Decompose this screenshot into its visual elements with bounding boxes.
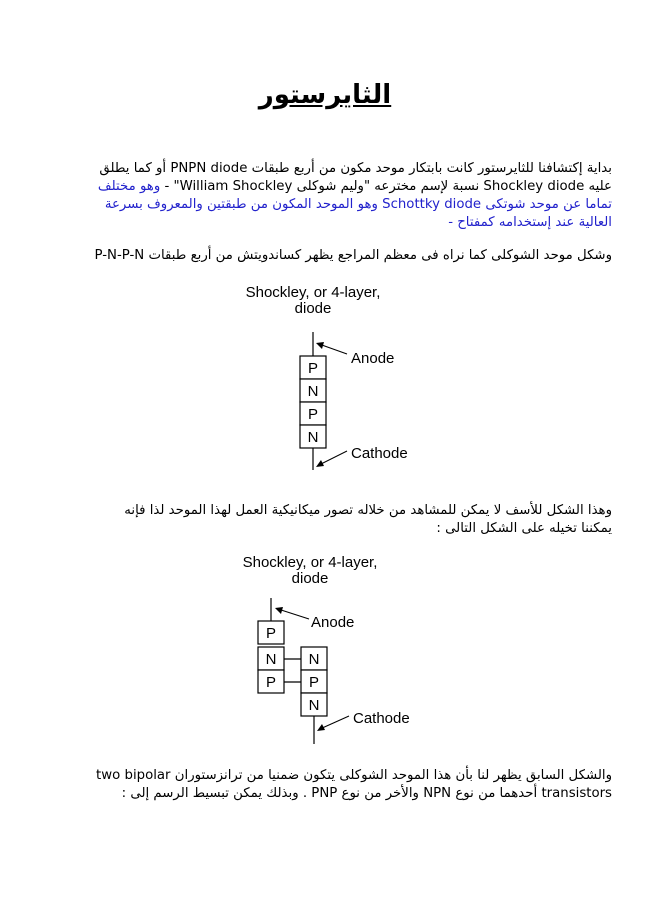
transistor-paragraph <box>40 767 612 803</box>
figure-2-caption-line-1: Shockley, or 4-layer, <box>242 554 378 571</box>
figure-1-anode-arrow <box>319 344 347 354</box>
figure-2-right-layer-3-label: N <box>308 697 320 714</box>
intro-paragraph <box>40 160 612 232</box>
figure-2-left-layer-2-label: N <box>265 651 277 668</box>
shockley-diode-figure-2 <box>230 552 450 752</box>
figure-2-anode-arrow <box>278 609 309 619</box>
intro-line-1: بداية إكتشافنا للثايرستور كانت بابتكار موحد مكون من أربع طبقات PNPN diode أو كما يطلق <box>99 161 612 176</box>
figure-2-anode-arrowhead <box>275 607 283 614</box>
figure-1-layer-4-label: N <box>307 429 319 446</box>
figure-1-layer-1-label: P <box>307 360 319 377</box>
figure-2-cathode-arrow <box>320 716 349 729</box>
figure-1-anode-label: Anode <box>351 350 395 367</box>
intro-line-2-blue-text: وهو مختلف <box>97 179 161 194</box>
figure-2-anode-label: Anode <box>311 614 355 631</box>
intro-line-2 <box>40 178 612 196</box>
mechanism-line-2: يمكننا تخيله على الشكل التالى : <box>436 521 612 536</box>
mechanism-line-1: وهذا الشكل للأسف لا يمكن للمشاهد من خلاله تصور ميكانيكية العمل لهذا الموحد لذا فإنه <box>124 503 612 518</box>
figure-1-layer-2-label: N <box>307 383 319 400</box>
page-title: الثايرستور <box>258 80 392 110</box>
intro-line-2-text: عليه Shockley diode نسبة لإسم مخترعه "وليم شوكلى William Shockley" - <box>160 179 612 194</box>
figure-1-anode-arrowhead <box>316 342 324 349</box>
figure-1-cathode-arrow <box>319 451 347 465</box>
figure-2-right-layer-2-label: P <box>308 674 320 691</box>
figure-1-cathode-label: Cathode <box>351 445 408 462</box>
figure-2-left-layer-3-label: P <box>265 674 277 691</box>
figure-1-layer-3-label: P <box>307 406 319 423</box>
transistor-line-1: والشكل السابق يظهر لنا بأن هذا الموحد الشوكلى يتكون ضمنيا من ترانزستوران two bipolar <box>96 768 612 783</box>
figure-2-caption-line-2: diode <box>291 570 329 587</box>
intro-line-3: تماما عن موحد شوتكى Schottky diode وهو الموحد المكون من طبقتين والمعروف بسرعة <box>104 197 612 212</box>
intro-line-4: العالية عند إستخدامه كمفتاح - <box>448 215 612 230</box>
transistor-line-2: transistors أحدهما من نوع NPN والأخر من نوع PNP . وبذلك يمكن تبسيط الرسم إلى : <box>121 786 612 801</box>
mechanism-paragraph <box>40 502 612 538</box>
sandwich-paragraph: وشكل موحد الشوكلى كما نراه فى معظم المراجع يظهر كساندويتش من أربع طبقات P-N-P-N <box>94 248 612 263</box>
figure-2-right-layer-1-label: N <box>308 651 320 668</box>
figure-2-left-layer-1-label: P <box>265 625 277 642</box>
figure-1-caption-line-2: diode <box>294 300 332 317</box>
figure-1-caption-line-1: Shockley, or 4-layer, <box>245 284 381 301</box>
figure-2-cathode-label: Cathode <box>353 710 410 727</box>
shockley-diode-figure-1 <box>230 280 430 470</box>
